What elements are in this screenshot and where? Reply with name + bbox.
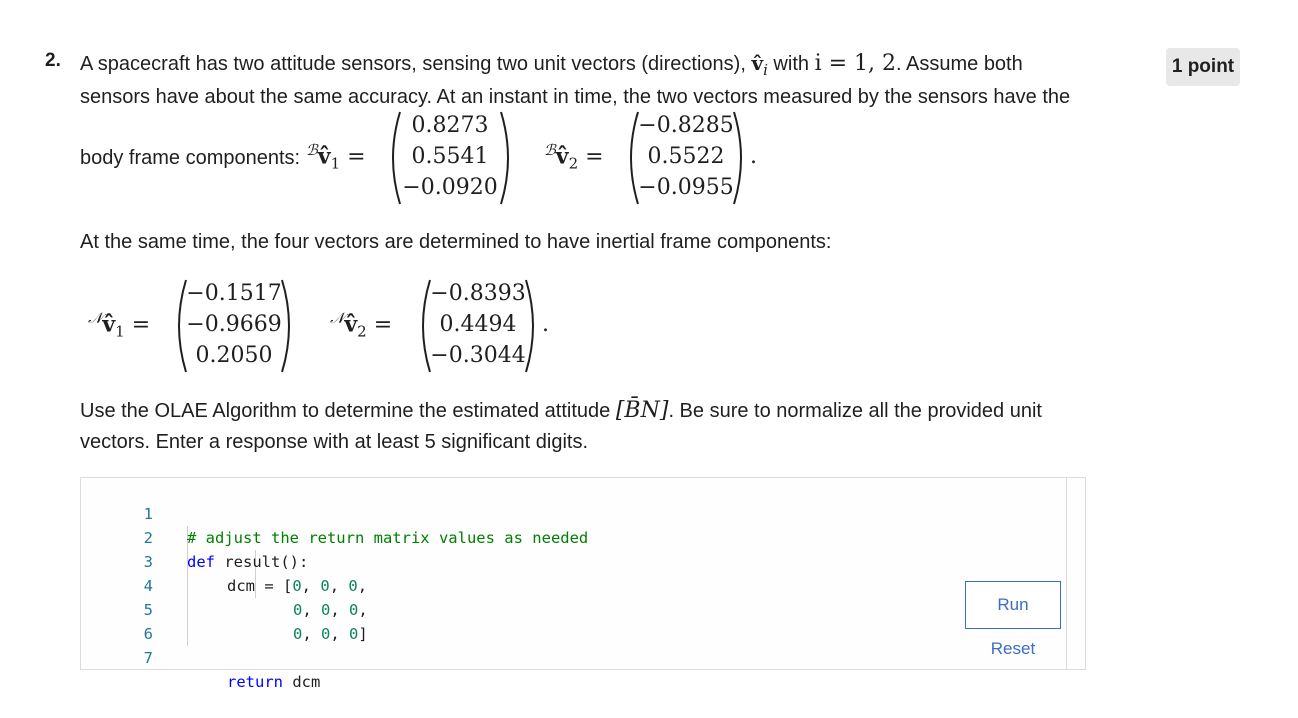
body-v2-z: −0.0955: [638, 175, 734, 200]
inertial-intro: At the same time, the four vectors are determined to have inertial frame components:: [80, 231, 832, 253]
question-number: 2.: [45, 50, 61, 71]
inertial-v1-y: −0.9669: [186, 312, 282, 337]
code-line-5[interactable]: 5 0, 0, 0]: [143, 601, 368, 643]
body-v2-symbol: $^ℬv̂_2$ =: [544, 141, 604, 173]
inertial-v2-components: [430, 278, 526, 371]
inertial-v2-x: −0.8393: [430, 281, 526, 306]
olae-line-1: Use the OLAE Algorithm to determine the estimated attitude [B̄N]. Be sure to normalize all the provided unit: [80, 398, 1042, 423]
code-line-2[interactable]: 2 def result():: [143, 529, 309, 571]
intro-line-1: [80, 51, 1023, 79]
inertial-v2-z: −0.3044: [430, 343, 526, 368]
intro-text-c: . Assume both: [896, 53, 1023, 75]
body-v1-z: −0.0920: [402, 175, 498, 200]
body-v2-components: [638, 110, 734, 203]
body-v1-components: [400, 110, 500, 203]
body-v1-y: 0.5541: [411, 144, 489, 169]
code-line-3[interactable]: 3 dcm = [0, 0, 0,: [143, 553, 368, 595]
right-paren-icon: [278, 278, 298, 374]
inertial-v1-symbol: $^𝒩v̂_1$ =: [88, 309, 151, 341]
return-keyword: return: [227, 673, 283, 691]
intro-text-a: A spacecraft has two attitude sensors, sensing two unit vectors (directions),: [80, 53, 752, 75]
right-paren-icon: [730, 110, 750, 206]
reset-link[interactable]: Reset: [990, 639, 1036, 658]
inertial-v1-z: 0.2050: [195, 343, 273, 368]
body-v1-symbol: $^ℬv̂_1$ =: [306, 141, 366, 173]
right-paren-icon: [522, 278, 542, 374]
inertial-v1-components: [186, 278, 282, 371]
v-hat-i-symbol: $v̂_i$: [751, 51, 768, 79]
body-frame-label: body frame components:: [80, 147, 301, 169]
intro-text-b: with: [767, 53, 815, 75]
points-badge: 1 point: [1166, 48, 1240, 86]
code-comment: # adjust the return matrix values as needed: [187, 529, 589, 547]
right-paren-icon: [497, 110, 517, 206]
editor-scrollbar[interactable]: [1066, 478, 1085, 669]
inertial-v1-x: −0.1517: [186, 281, 282, 306]
inertial-v2-y: 0.4494: [439, 312, 517, 337]
body-v2-x: −0.8285: [638, 113, 734, 138]
code-line-4[interactable]: 4 0, 0, 0,: [143, 577, 368, 619]
code-editor[interactable]: [80, 477, 1086, 691]
code-line-7[interactable]: 7 return dcm: [143, 649, 321, 691]
def-keyword: def: [187, 553, 215, 571]
bn-matrix-symbol: [B̄N]: [615, 398, 669, 423]
code-line-1[interactable]: 1 # adjust the return matrix values as needed: [81, 478, 1061, 502]
body-v1-x: 0.8273: [411, 113, 489, 138]
olae-line-2: vectors. Enter a response with at least 5 significant digits.: [80, 431, 589, 453]
intro-line-2: sensors have about the same accuracy. At an instant in time, the two vectors measured by the sensors have the: [80, 86, 1071, 108]
inertial-period: .: [542, 312, 549, 337]
code-line-6[interactable]: 6: [143, 625, 153, 643]
inertial-v2-symbol: $^𝒩v̂_2$ =: [330, 309, 393, 341]
i-range-expression: i = 1, 2: [814, 51, 896, 76]
body-period: .: [750, 144, 757, 169]
body-v2-y: 0.5522: [647, 144, 725, 169]
run-button[interactable]: Run: [965, 581, 1061, 629]
